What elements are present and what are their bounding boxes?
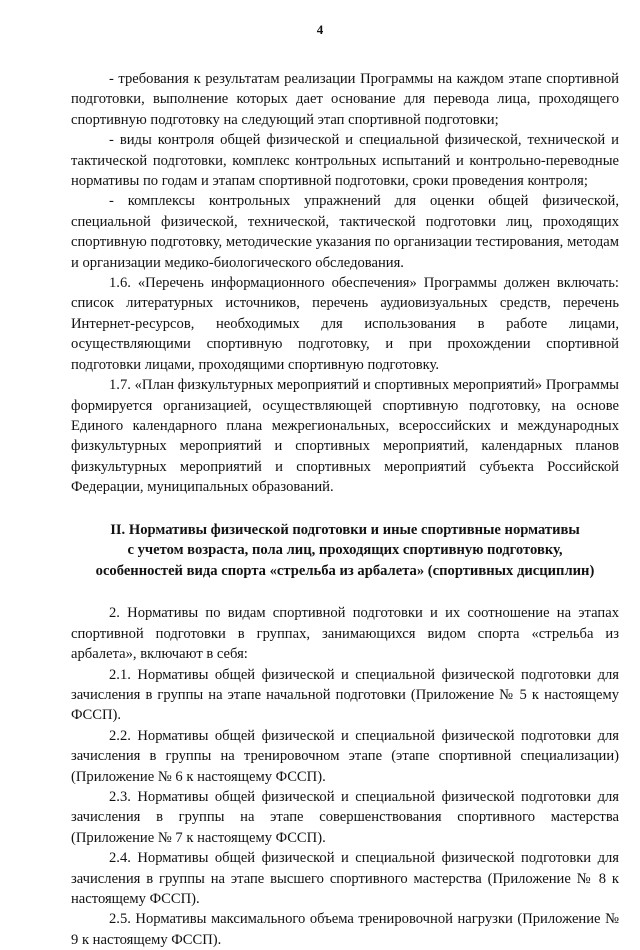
paragraph-2-1: 2.1. Нормативы общей физической и специальной физической подготовки для зачисления в группы на этапе начальной подготовки (Приложение № 5 к настоящему ФССП). bbox=[71, 666, 619, 724]
paragraph-requirements: - требования к результатам реализации Программы на каждом этапе спортивной подготовки, выполнение которых дает основание для перевода лица, проходящего спортивную подготовку на следующий этап спортивной подготовки; bbox=[71, 71, 619, 128]
document-body bbox=[71, 69, 619, 950]
section-heading-line-3: особенностей вида спорта «стрельба из арбалета» (спортивных дисциплин) bbox=[95, 562, 595, 579]
paragraph-1-7: 1.7. «План физкультурных мероприятий и спортивных мероприятий» Программы формируется организацией, осуществляющей спортивную подготовку, на основе Единого календарного плана межрегиональных, всероссийских и международных физкультурных мероприятий и спортивных мероприятий, календарных планов физкультурных мероприятий и спортивных мероприятий субъекта Российской Федерации, муниципальных образований. bbox=[71, 377, 619, 496]
section-heading-line-1: II. Нормативы физической подготовки и иные спортивные нормативы bbox=[110, 521, 580, 538]
paragraph-2-3: 2.3. Нормативы общей физической и специальной физической подготовки для зачисления в группы на этапе совершенствования спортивного мастерства (Приложение № 7 к настоящему ФССП). bbox=[71, 788, 619, 846]
paragraph-2-2: 2.2. Нормативы общей физической и специальной физической подготовки для зачисления в группы на тренировочном этапе (этапе спортивной специализации) (Приложение № 6 к настоящему ФССП). bbox=[71, 727, 619, 785]
paragraph-2: 2. Нормативы по видам спортивной подготовки и их соотношение на этапах спортивной подготовки в группах, занимающихся видом спорта «стрельба из арбалета», включают в себя: bbox=[71, 605, 619, 663]
page-number: 4 bbox=[316, 22, 324, 37]
paragraph-2-4: 2.4. Нормативы общей физической и специальной физической подготовки для зачисления в группы на этапе высшего спортивного мастерства (Приложение № 8 к настоящему ФССП). bbox=[71, 850, 619, 907]
paragraph-control-types: - виды контроля общей физической и специальной физической, технической и тактической подготовки, комплекс контрольных испытаний и контрольно-переводные нормативы по годам и этапам спортивной подготовки, сроки проведения контроля; bbox=[71, 132, 619, 190]
paragraph-2-5: 2.5. Нормативы максимального объема тренировочной нагрузки (Приложение № 9 к настоящему ФССП). bbox=[71, 911, 619, 948]
section-heading-line-2: с учетом возраста, пола лиц, проходящих спортивную подготовку, bbox=[127, 542, 563, 559]
paragraph-control-exercises: - комплексы контрольных упражнений для оценки общей физической, специальной физической, технической, тактической подготовки лиц, проходящих спортивную подготовку, методические указания по организации тестирования, методам и организации медико-биологического обследования. bbox=[71, 193, 619, 271]
section-heading bbox=[71, 520, 619, 582]
paragraph-1-6: 1.6. «Перечень информационного обеспечения» Программы должен включать: список литературных источников, перечень аудиовизуальных средств, перечень Интернет-ресурсов, необходимых для использования в работе лицами, осуществляющими спортивную подготовку, и при прохождении спортивной подготовки лицами, проходящими спортивную подготовку. bbox=[71, 275, 619, 373]
